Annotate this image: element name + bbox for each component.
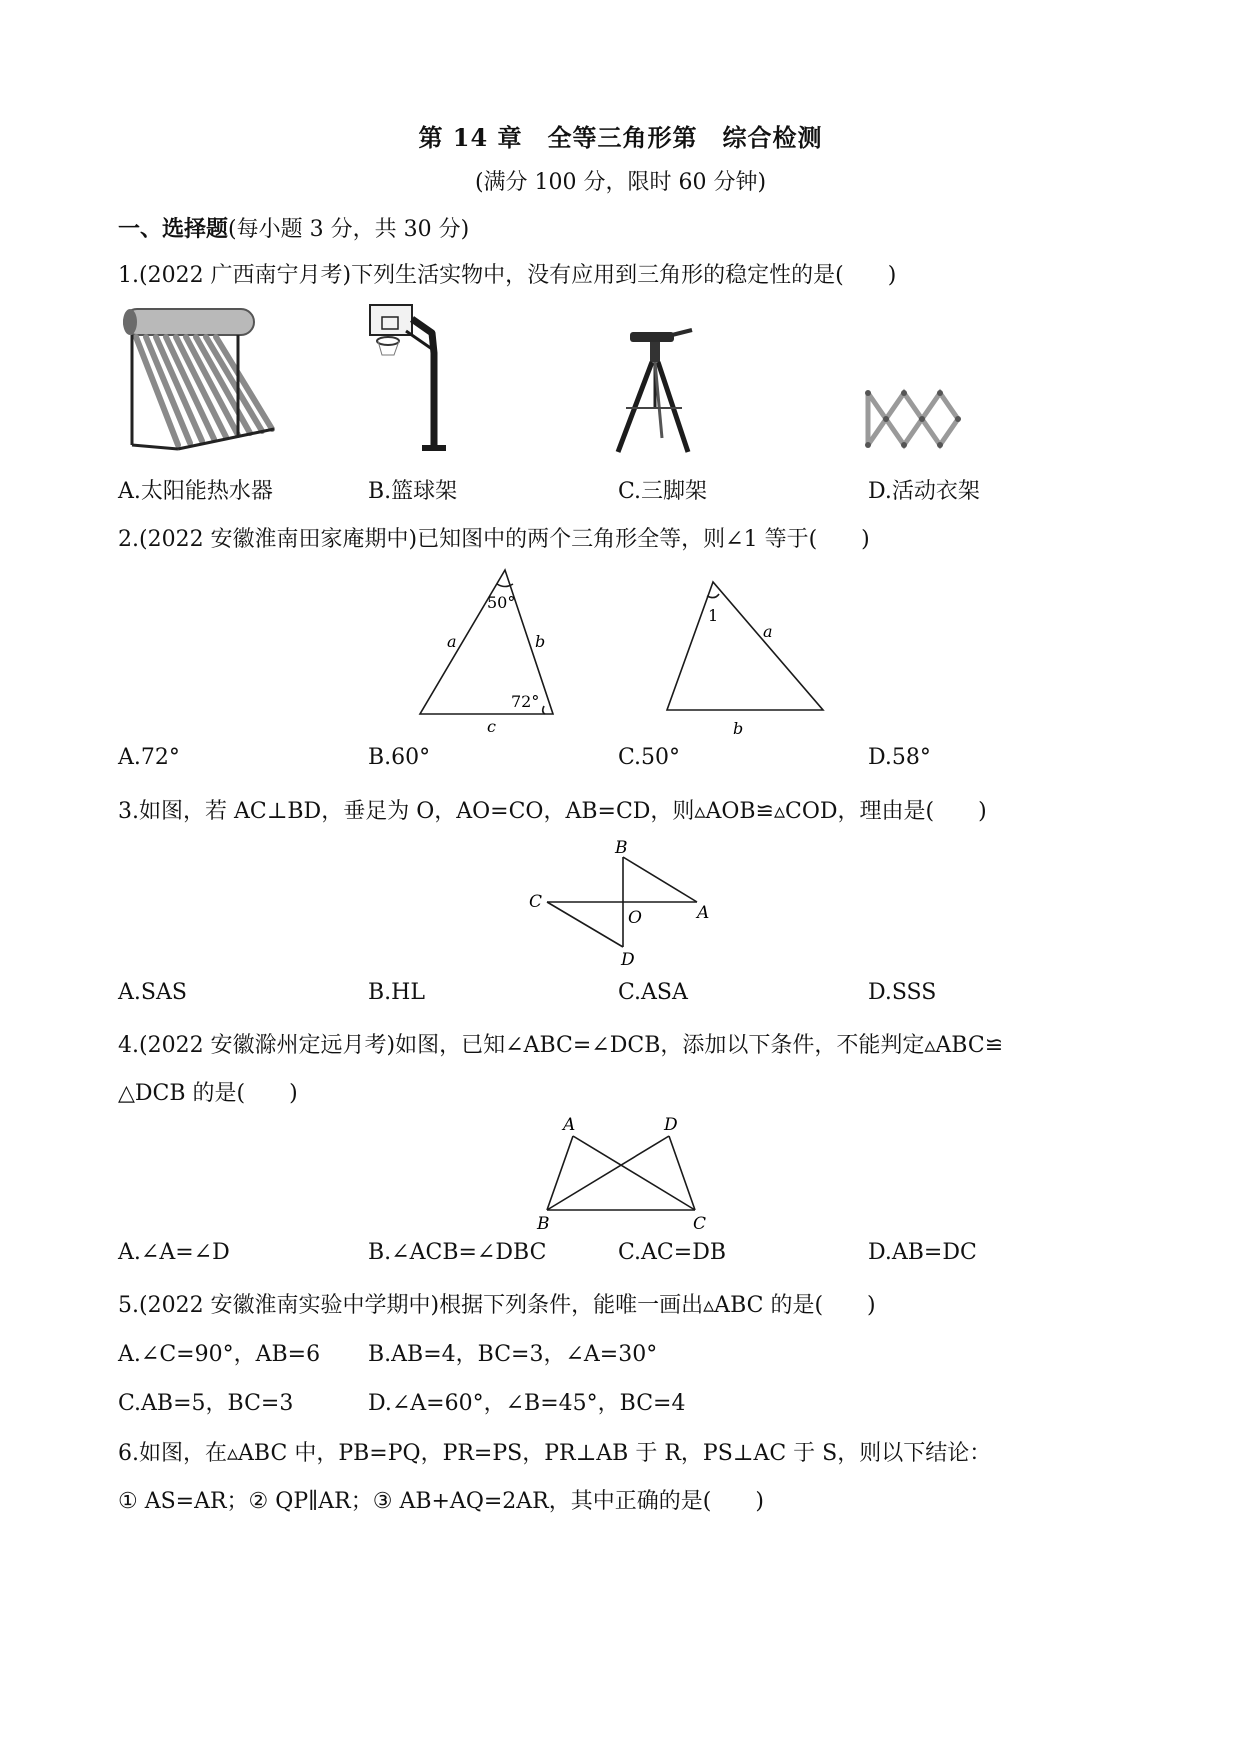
option-d: D.∠A=60°，∠B=45°，BC=4 bbox=[368, 1391, 686, 1416]
option-a: A.太阳能热水器 bbox=[118, 479, 273, 504]
question-4-figure bbox=[525, 1112, 725, 1232]
tripod-image bbox=[608, 328, 704, 456]
option-c: C.AB=5，BC=3 bbox=[118, 1391, 294, 1416]
section-title: 一、选择题 bbox=[118, 216, 229, 242]
fig2-side-c: c bbox=[487, 717, 496, 736]
option-a: A.SAS bbox=[118, 980, 187, 1005]
fig3-label-o: O bbox=[628, 908, 642, 928]
page-title: 第 14 章 全等三角形第 综合检测 bbox=[418, 123, 823, 152]
option-d: D.SSS bbox=[868, 980, 937, 1005]
option-d: D.活动衣架 bbox=[868, 479, 980, 504]
page-subtitle: (满分 100 分，限时 60 分钟) bbox=[474, 170, 767, 195]
option-b: B.60° bbox=[368, 745, 431, 770]
option-c: C.AC=DB bbox=[618, 1240, 727, 1265]
question-6-stem-line2: ① AS=AR；② QP∥AR；③ AB+AQ=2AR，其中正确的是( ) bbox=[118, 1489, 764, 1514]
option-c: C.三脚架 bbox=[618, 479, 708, 504]
question-4-stem-line2: △DCB 的是( ) bbox=[118, 1081, 298, 1106]
fig2-side-a: a bbox=[447, 632, 457, 651]
section-note: (每小题 3 分，共 30 分) bbox=[228, 217, 470, 242]
option-b: B.篮球架 bbox=[368, 479, 458, 504]
question-3-stem: 3.如图，若 AC⊥BD，垂足为 O，AO=CO，AB=CD，则▵AOB≌▵COD，理由是( ) bbox=[118, 799, 987, 824]
fig2-side-a2: a bbox=[763, 622, 773, 641]
option-c: C.50° bbox=[618, 745, 681, 770]
fig3-label-b: B bbox=[615, 838, 628, 858]
fig2-angle-1: 1 bbox=[708, 606, 719, 625]
option-a: A.∠A=∠D bbox=[118, 1240, 230, 1265]
question-5-stem: 5.(2022 安徽淮南实验中学期中)根据下列条件，能唯一画出▵ABC 的是( ) bbox=[118, 1293, 876, 1318]
fig4-label-a: A bbox=[563, 1115, 576, 1135]
fig4-label-d: D bbox=[664, 1115, 678, 1135]
fig3-label-c: C bbox=[529, 892, 543, 912]
folding-hanger-image bbox=[862, 385, 964, 455]
fig3-label-a: A bbox=[697, 903, 710, 923]
question-6-stem-line1: 6.如图，在▵ABC 中，PB=PQ，PR=PS，PR⊥AB 于 R，PS⊥AC 于 S，则以下结论： bbox=[118, 1441, 992, 1466]
fig2-side-b: b bbox=[535, 632, 546, 651]
option-d: D.58° bbox=[868, 745, 931, 770]
option-b: B.HL bbox=[368, 980, 425, 1005]
option-d: D.AB=DC bbox=[868, 1240, 977, 1265]
fig2-side-b2: b bbox=[733, 719, 744, 736]
option-b: B.∠ACB=∠DBC bbox=[368, 1240, 547, 1265]
option-a: A.∠C=90°，AB=6 bbox=[118, 1342, 321, 1367]
fig4-label-b: B bbox=[537, 1214, 550, 1232]
fig4-label-c: C bbox=[693, 1214, 707, 1232]
solar-water-heater-image bbox=[118, 305, 278, 453]
fig3-label-d: D bbox=[621, 950, 635, 970]
question-4-stem-line1: 4.(2022 安徽滁州定远月考)如图，已知∠ABC=∠DCB，添加以下条件，不能判定▵ABC≌ bbox=[118, 1033, 1004, 1058]
question-3-figure bbox=[525, 835, 715, 970]
option-b: B.AB=4，BC=3，∠A=30° bbox=[368, 1342, 658, 1367]
question-1-stem: 1.(2022 广西南宁月考)下列生活实物中，没有应用到三角形的稳定性的是( ) bbox=[118, 263, 897, 288]
option-a: A.72° bbox=[118, 745, 180, 770]
fig2-angle-50: 50° bbox=[487, 593, 516, 612]
fig2-angle-72: 72° bbox=[511, 692, 540, 711]
question-2-figure bbox=[405, 566, 835, 736]
question-2-stem: 2.(2022 安徽淮南田家庵期中)已知图中的两个三角形全等，则∠1 等于( ) bbox=[118, 527, 870, 552]
basketball-hoop-image bbox=[366, 303, 456, 455]
option-c: C.ASA bbox=[618, 980, 688, 1005]
section-heading bbox=[118, 212, 469, 243]
